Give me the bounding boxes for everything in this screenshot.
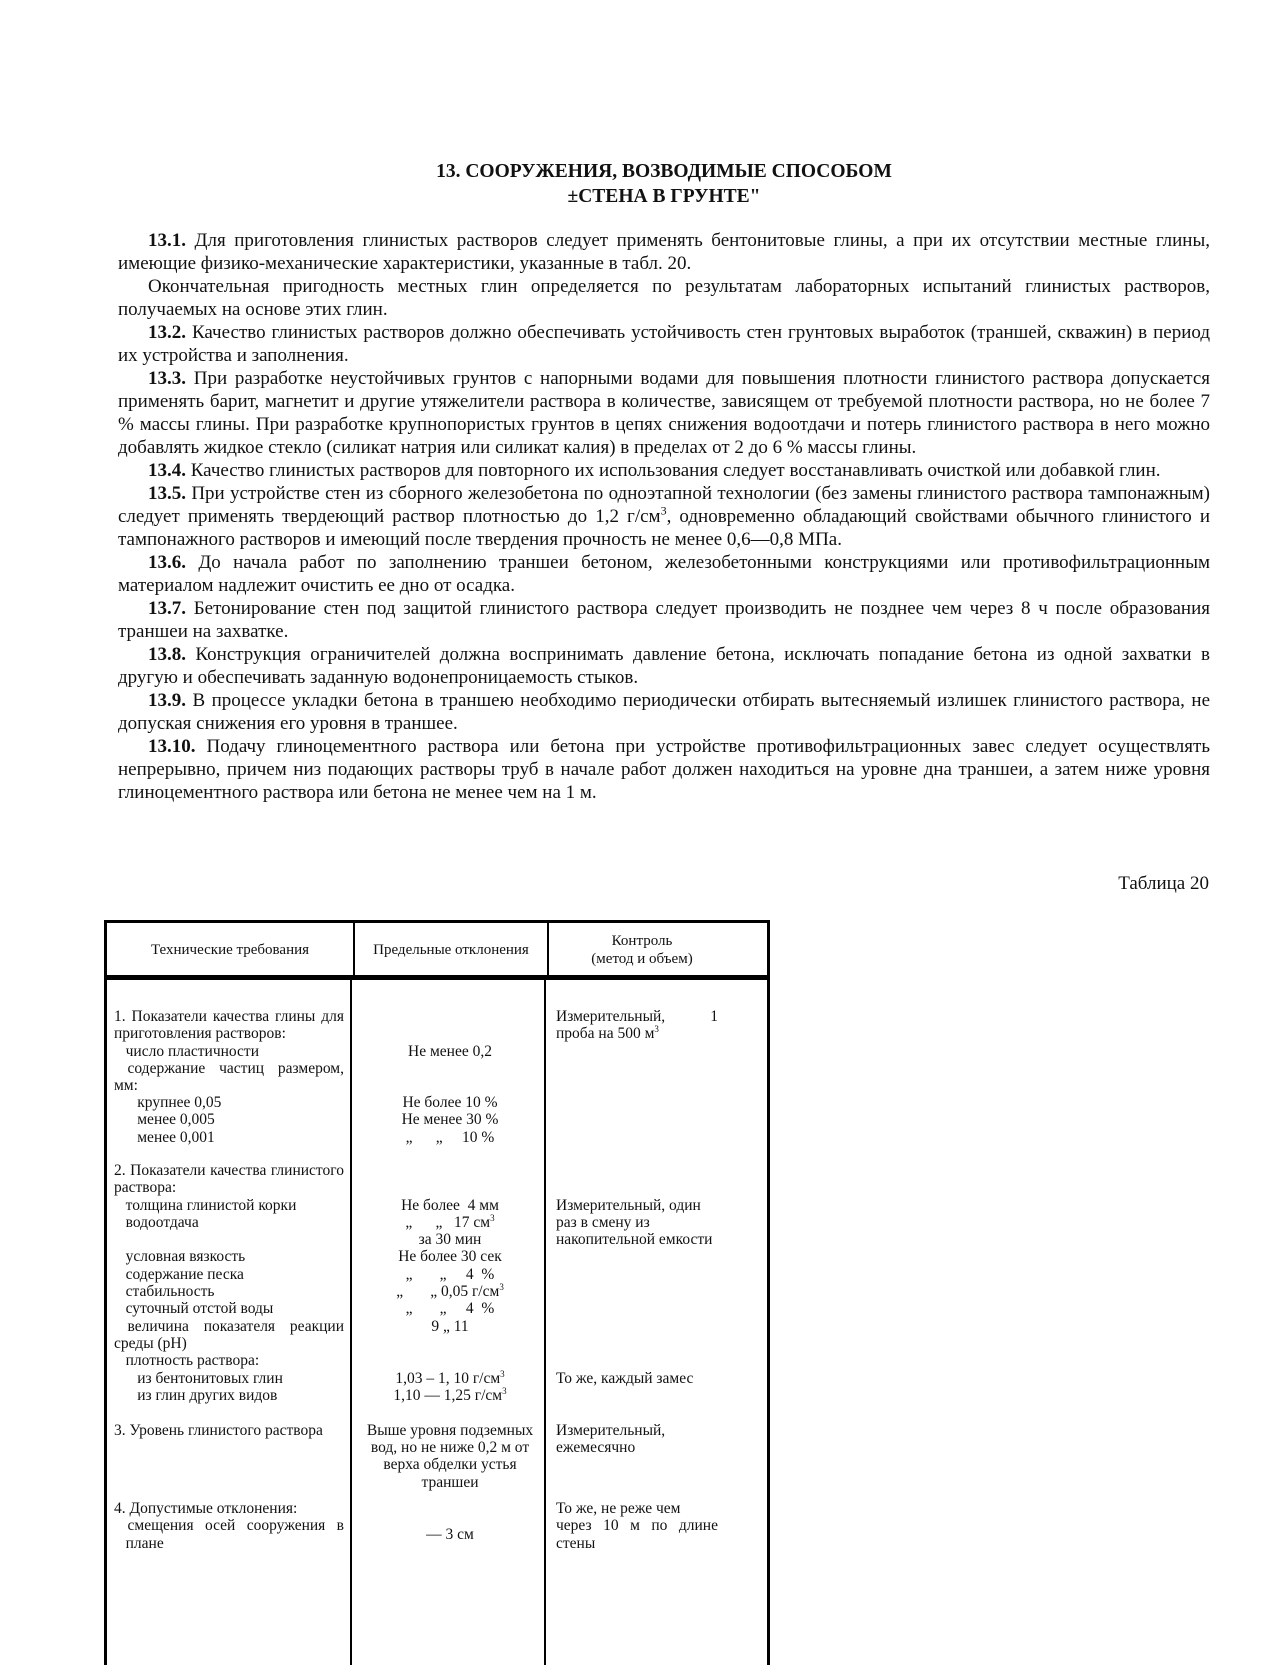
superscript: 3 (500, 1368, 505, 1379)
table-cell-line (114, 1535, 164, 1553)
table-cell-line (350, 1248, 550, 1266)
paragraph (118, 597, 1210, 643)
table-cell-line (114, 1318, 344, 1336)
paragraph-number: 13.5. (148, 483, 186, 504)
table-cell-word: Измерительный, (556, 1008, 666, 1025)
table-cell-text: Измерительный, (556, 1422, 666, 1439)
table-cell-text: 1,03 – 1, 10 г/см (395, 1370, 501, 1387)
table-cell-line (114, 1008, 344, 1026)
paragraph (118, 229, 1210, 275)
table-cell-word: глинистого (270, 1162, 344, 1179)
header-control-line1: Контроль (611, 933, 673, 949)
requirements-table (104, 920, 770, 1665)
paragraph (118, 321, 1210, 367)
table-cell-word: частиц (219, 1060, 265, 1077)
table-cell-line (350, 1439, 550, 1457)
table-cell-line (114, 1162, 344, 1180)
table-cell-text: из глин других видов (114, 1387, 278, 1404)
paragraph (118, 459, 1210, 482)
table-cell-line (114, 1179, 176, 1197)
paragraph (118, 482, 1210, 551)
table-cell-line (350, 1456, 550, 1474)
table-cell-line (350, 1214, 550, 1232)
table-cell-text: „ „ 0,05 г/см (396, 1283, 500, 1300)
table-cell-word: качества (210, 1162, 267, 1179)
section-body (118, 229, 1210, 804)
table-cell-line (114, 1335, 187, 1353)
paragraph-text: Бетонирование стен под защитой глинистого раствора следует производить не позднее чем через 8 ч после образования траншеи на захватке. (118, 598, 1210, 642)
table-cell-line (350, 1197, 550, 1215)
superscript: 3 (499, 1281, 504, 1292)
table-cell-word: длине (678, 1517, 718, 1534)
paragraph-text: , одновременно обладающий свойствами обычного глинистого и тампонажного растворов и имеющий после твердения прочность не менее 0,6—0,8 МПа. (118, 506, 1211, 550)
paragraph-text: В процессе укладки бетона в траншею необходимо периодически отбирать вытесняемый излишек глинистого раствора, не допуская снижения его уровня в траншее. (118, 690, 1210, 734)
table-cell-line (350, 1526, 550, 1544)
table-cell-word: осей (204, 1517, 236, 1534)
paragraph-text: До начала работ по заполнению траншеи бетоном, железобетонными конструкциями или противофильтрационным материалом надлежит очистить ее дно от осадка. (118, 552, 1210, 596)
table-cell-line (114, 1094, 221, 1112)
table-cell-line (350, 1111, 550, 1129)
header-control (549, 923, 735, 977)
table-cell-line (350, 1370, 550, 1388)
table-cell-text: крупнее 0,05 (114, 1094, 222, 1111)
paragraph-number: 13.4. (148, 460, 186, 481)
table-header (104, 920, 770, 980)
table-cell-text: стены (556, 1535, 596, 1552)
paragraph (118, 689, 1210, 735)
section-title-line1: 13. СООРУЖЕНИЯ, ВОЗВОДИМЫЕ СПОСОБОМ (436, 161, 892, 182)
table-cell-line (114, 1422, 323, 1440)
table-cell-line (556, 1231, 712, 1249)
superscript: 3 (660, 503, 667, 518)
table-cell-text: 1,10 — 1,25 г/см (393, 1387, 503, 1404)
paragraph-text: Качество глинистых растворов должно обеспечивать устойчивость стен грунтовых выработок (траншей, скважин) в период их устройства и заполнения. (118, 322, 1210, 366)
header-divider (547, 923, 549, 977)
table-cell-word: м (630, 1517, 640, 1534)
table-cell-text: Не более 4 мм (401, 1197, 499, 1214)
table-cell-text: 3. Уровень глинистого раствора (114, 1422, 323, 1439)
table-cell-word: для (321, 1008, 344, 1025)
table-cell-line (114, 1248, 245, 1266)
table-cell-text: „ „ 4 % (405, 1300, 495, 1317)
table-cell-line (556, 1370, 693, 1388)
table-cell-line (556, 1197, 701, 1215)
table-cell-line (350, 1300, 550, 1318)
table-cell-line (350, 1474, 550, 1492)
section-title (118, 159, 1210, 209)
paragraph (118, 367, 1210, 459)
table-cell-line (114, 1300, 273, 1318)
paragraph-text: Подачу глиноцементного раствора или бетона при устройстве противофильтрационных завес следует осуществлять непрерывно, причем низ подающих растворы труб в начале работ должен находиться на уровне дна траншеи, а затем ниже уровня глиноцементного раствора или бетона не менее чем на 1 м. (118, 736, 1210, 803)
table-cell-line (114, 1060, 344, 1078)
paragraph-text: Окончательная пригодность местных глин определяется по результатам лабораторных испытаний глинистых растворов, получаемых на основе этих глин. (118, 276, 1210, 320)
table-cell-text: „ „ 10 % (405, 1129, 495, 1146)
table-cell-line (350, 1387, 550, 1405)
table-cell-line (556, 1008, 718, 1026)
paragraph-number: 13.2. (148, 322, 186, 343)
table-cell-word: через (556, 1517, 592, 1534)
paragraph-number: 13.3. (148, 368, 186, 389)
table-cell-text: водоотдача (114, 1214, 199, 1231)
table-cell-text: Не более 30 сек (398, 1248, 502, 1265)
table-cell-word: качества (212, 1008, 270, 1025)
table-cell-line (114, 1500, 297, 1518)
table-cell-line (114, 1517, 344, 1535)
superscript: 3 (654, 1023, 659, 1034)
table-cell-line (114, 1129, 215, 1147)
table-cell-line (350, 1318, 550, 1336)
header-technical-requirements: Технические требования (150, 942, 310, 958)
table-cell-text: 4. Допустимые отклонения: (114, 1500, 298, 1517)
paragraph-text: При устройстве стен из сборного железобетона по одноэтапной технологии (без замены глинистого раствора тампонажным) следует применять твердеющий раствор плотностью до 1,2 г/см (118, 483, 1210, 527)
table-cell-line (350, 1283, 550, 1301)
table-cell-text: плане (114, 1535, 164, 1552)
table-cell-text: стабильность (114, 1283, 215, 1300)
table-cell-word: по (651, 1517, 668, 1534)
table-cell-line (556, 1517, 718, 1535)
table-cell-word: в (336, 1517, 344, 1534)
table-cell-text: проба на 500 м (556, 1025, 655, 1042)
table-cell-text: Не более 10 % (402, 1094, 498, 1111)
table-cell-text: плотность раствора: (114, 1352, 260, 1369)
table-header-separator (104, 975, 770, 978)
table-cell-text: вод, но не ниже 0,2 м от (370, 1439, 530, 1456)
table-cell-text: 9 „ 11 (431, 1318, 469, 1335)
table-cell-line (350, 1043, 550, 1061)
table-cell-text: То же, не реже чем (556, 1500, 681, 1517)
table-cell-text: „ „ 4 % (405, 1266, 495, 1283)
table-cell-line (556, 1439, 635, 1457)
table-cell-line (114, 1370, 283, 1388)
section-title-line2: ±СТЕНА В ГРУНТЕ" (567, 186, 761, 207)
table-cell-word: размером, (277, 1060, 344, 1077)
table-cell-line (350, 1422, 550, 1440)
table-cell-line (114, 1283, 215, 1301)
table-cell-text: толщина глинистой корки (114, 1197, 297, 1214)
paragraph-text: Для приготовления глинистых растворов следует применять бентонитовые глины, а при их отсутствии местные глины, имеющие физико-механические характеристики, указанные в табл. 20. (118, 230, 1210, 274)
table-cell-line (556, 1422, 665, 1440)
table-cell-word: Показатели (131, 1008, 207, 1025)
table-cell-line (114, 1043, 259, 1061)
table-cell-line (350, 1094, 550, 1112)
table-cell-word: смещения (127, 1517, 194, 1534)
table-cell-text: „ „ 17 см (405, 1214, 491, 1231)
table-cell-line (556, 1214, 650, 1232)
paragraph-number: 13.7. (148, 598, 186, 619)
table-cell-word: 1 (710, 1008, 718, 1025)
table-cell-text: число пластичности (114, 1043, 259, 1060)
table-cell-line (114, 1387, 277, 1405)
table-cell-text: Измерительный, один (556, 1197, 701, 1214)
table-cell-text: за 30 мин (418, 1231, 482, 1248)
table-cell-line (556, 1025, 659, 1043)
paragraph-number: 13.8. (148, 644, 186, 665)
table-cell-word: реакции (289, 1318, 344, 1335)
table-cell-line (114, 1025, 286, 1043)
table-cell-text: суточный отстой воды (114, 1300, 274, 1317)
header-limit-deviations: Предельные отклонения (373, 942, 529, 958)
table-cell-word: содержание (127, 1060, 206, 1077)
header-control-line2: (метод и объем) (591, 951, 693, 967)
paragraph-text: Качество глинистых растворов для повторного их использования следует восстанавливать очисткой или добавкой глин. (186, 460, 1161, 481)
table-cell-line (114, 1111, 215, 1129)
paragraph-text: При разработке неустойчивых грунтов с напорными водами для повышения плотности глинистого раствора допускается применять барит, магнетит и другие утяжелители раствора в количестве, зависящем от требуемой плотности раствора, но не более 7 % массы глины. При разработке крупнопористых грунтов в цепях снижения водоотдачи и потерь глинистого раствора в него можно добавлять жидкое стекло (силикат натрия или силикат калия) в пределах от 2 до 6 % массы глины. (118, 368, 1210, 458)
table-cell-word: 2. (114, 1162, 126, 1179)
table-cell-line (350, 1231, 550, 1249)
paragraph (118, 551, 1210, 597)
table-cell-word: 1. (114, 1008, 126, 1025)
table-cell-text: среды (pH) (114, 1335, 187, 1352)
table-cell-line (114, 1197, 296, 1215)
table-cell-line (350, 1129, 550, 1147)
table-cell-text: накопительной емкости (556, 1231, 713, 1248)
table-cell-text: условная вязкость (114, 1248, 246, 1265)
table-cell-text: То же, каждый замес (556, 1370, 694, 1387)
table-cell-line (114, 1214, 199, 1232)
superscript: 3 (490, 1212, 495, 1223)
table-cell-line (114, 1266, 244, 1284)
table-cell-text: Не менее 30 % (401, 1111, 499, 1128)
table-cell-text: Выше уровня подземных (366, 1422, 534, 1439)
table-cell-text: раствора: (114, 1179, 177, 1196)
table-cell-text: Не менее 0,2 (408, 1043, 492, 1060)
table-cell-text: ежемесячно (556, 1439, 636, 1456)
header-divider (353, 923, 355, 977)
paragraph-number: 13.1. (148, 230, 186, 251)
table-cell-line (556, 1535, 595, 1553)
paragraph-number: 13.9. (148, 690, 186, 711)
table-cell-word: Показатели (130, 1162, 206, 1179)
table-cell-text: — 3 см (426, 1526, 474, 1543)
paragraph-text: Конструкция ограничителей должна воспринимать давление бетона, исключать попадание бетона из одной захватки в другую и обеспечивать заданную водонепроницаемость стыков. (118, 644, 1210, 688)
paragraph (118, 735, 1210, 804)
table-cell-word: сооружения (246, 1517, 326, 1534)
table-cell-line (350, 1266, 550, 1284)
superscript: 3 (502, 1385, 507, 1396)
table-cell-word: величина (127, 1318, 189, 1335)
table-caption: Таблица 20 (1118, 873, 1209, 894)
paragraph-number: 13.10. (148, 736, 196, 757)
table-cell-text: раз в смену из (556, 1214, 650, 1231)
paragraph-number: 13.6. (148, 552, 186, 573)
table-cell-text: траншеи (421, 1474, 479, 1491)
table-cell-text: приготовления растворов: (114, 1025, 286, 1042)
table-cell-text: мм: (114, 1077, 138, 1094)
table-cell-line (114, 1077, 138, 1095)
table-cell-text: из бентонитовых глин (114, 1370, 283, 1387)
table-cell-word: глины (275, 1008, 316, 1025)
table-cell-line (556, 1500, 680, 1518)
table-cell-text: содержание песка (114, 1266, 244, 1283)
paragraph (118, 643, 1210, 689)
paragraph (118, 275, 1210, 321)
table-cell-word: 10 (603, 1517, 619, 1534)
table-cell-text: верха обделки устья (383, 1456, 517, 1473)
table-cell-text: менее 0,005 (114, 1111, 215, 1128)
table-cell-text: менее 0,001 (114, 1129, 215, 1146)
table-cell-word: показателя (203, 1318, 276, 1335)
table-cell-line (114, 1352, 259, 1370)
